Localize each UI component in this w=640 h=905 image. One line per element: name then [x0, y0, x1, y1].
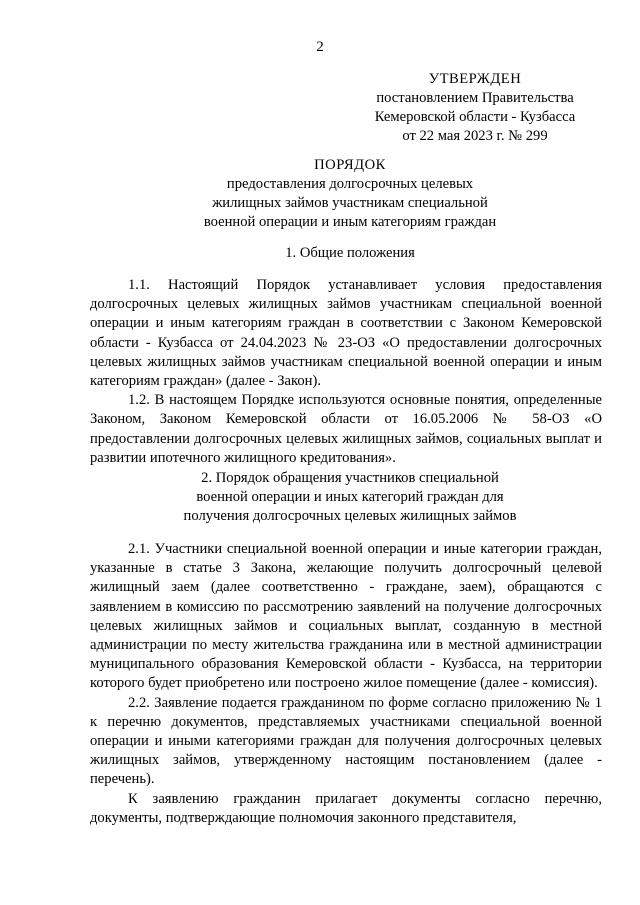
paragraph-2-2: 2.2. Заявление подается гражданином по форме согласно приложению № 1 к перечню документов, представляемых участниками специальной военной операции и иными категориями граждан для получения долгосрочных целевых жилищных займов, утвержденному настоящим постановлением (далее - перечень).	[90, 694, 602, 788]
approval-line-2: Кемеровской области - Кузбасса	[374, 109, 576, 125]
section-2-heading-line-1: 2. Порядок обращения участников специальной	[201, 470, 499, 486]
paragraph-2-3: К заявлению гражданин прилагает документы согласно перечню, документы, подтверждающие полномочия законного представителя,	[90, 790, 602, 826]
page-number: 2	[316, 39, 324, 55]
section-1-body	[90, 276, 602, 468]
approval-title: УТВЕРЖДЕН	[428, 71, 522, 87]
document-subtitle-line-2: жилищных займов участникам специальной	[212, 195, 488, 211]
document-title-block	[90, 156, 610, 232]
document-title: ПОРЯДОК	[314, 157, 386, 173]
section-2-heading-line-2: военной операции и иных категорий граждан для	[196, 489, 504, 505]
section-2-heading	[90, 469, 610, 526]
approval-block	[350, 70, 600, 146]
approval-line-3: от 22 мая 2023 г. № 299	[402, 128, 548, 144]
section-2-heading-line-3: получения долгосрочных целевых жилищных займов	[183, 508, 517, 524]
document-subtitle-line-1: предоставления долгосрочных целевых	[226, 176, 474, 192]
section-1-heading: 1. Общие положения	[285, 245, 415, 261]
paragraph-1-2: 1.2. В настоящем Порядке используются основные понятия, определенные Законом, Законом Кемеровской области от 16.05.2006 № 58-ОЗ «О предоставлении долгосрочных целевых жилищных займов, социальных выплат и развитии ипотечного жилищного кредитования».	[90, 392, 602, 466]
paragraph-2-1: 2.1. Участники специальной военной операции и иные категории граждан, указанные в статье 3 Закона, желающие получить долгосрочный целевой жилищный заем (далее соответственно - граждане, заем), обращаются с заявлением в комиссию по рассмотрению заявлений на получение долгосрочных целевых жилищных займов и социальных выплат, созданную в местной администрации по месту жительства гражданина или в местной администрации муниципального образования Кемеровской области - Кузбасса, на территории которого будет приобретено или построено жилое помещение (далее - комиссия).	[90, 541, 602, 692]
document-subtitle-line-3: военной операции и иным категориям граждан	[203, 214, 497, 230]
paragraph-1-1: 1.1. Настоящий Порядок устанавливает условия предоставления долгосрочных целевых жилищных займов участникам специальной военной операции и иным категориям граждан в соответствии с Законом Кемеровской области - Кузбасса от 24.04.2023 № 23-ОЗ «О предоставлении долгосрочных целевых жилищных займов участникам специальной военной операции и иным категориям граждан» (далее - Закон).	[90, 277, 602, 390]
approval-line-1: постановлением Правительства	[376, 90, 574, 106]
section-2-body	[90, 540, 602, 828]
